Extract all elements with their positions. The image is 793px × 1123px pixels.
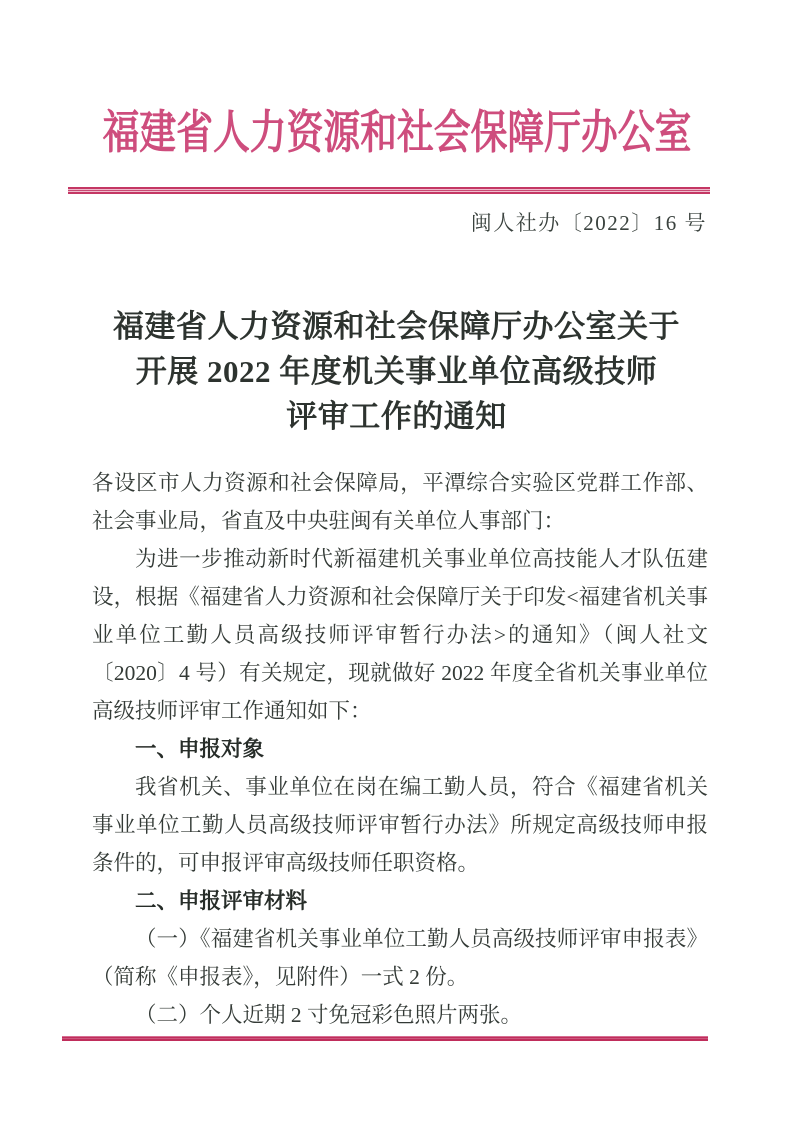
footer-rule [62, 1036, 708, 1041]
letterhead [0, 106, 793, 160]
section-heading-1: 一、申报对象 [135, 737, 265, 761]
salutation: 各设区市人力资源和社会保障局，平潭综合实验区党群工作部、社会事业局，省直及中央驻闽有关单位人事部门： [92, 471, 708, 533]
document-body [92, 464, 708, 1034]
document-title-line-3: 评审工作的通知 [286, 399, 507, 434]
section-heading-2: 二、申报评审材料 [135, 889, 308, 913]
document-title [0, 304, 793, 439]
paragraph-intro: 为进一步推动新时代新福建机关事业单位高技能人才队伍建设，根据《福建省人力资源和社会保障厅关于印发<福建省机关事业单位工勤人员高级技师评审暂行办法>的通知》（闽人社文〔2020〕4 号）有关规定，现就做好 2022 年度全省机关事业单位高级技师评审工作通知如下： [92, 547, 708, 723]
letterhead-double-rule [68, 187, 710, 194]
letterhead-org-title: 福建省人力资源和社会保障厅办公室 [102, 107, 691, 158]
document-number: 闽人社办〔2022〕16 号 [470, 211, 707, 235]
paragraph-section-2-item-1: （一）《福建省机关事业单位工勤人员高级技师评审申报表》（简称《申报表》，见附件）一式 2 份。 [92, 927, 708, 989]
paragraph-section-2-item-2: （二）个人近期 2 寸免冠彩色照片两张。 [135, 1003, 523, 1027]
document-title-line-2: 开展 2022 年度机关事业单位高级技师 [135, 354, 658, 389]
paragraph-section-1: 我省机关、事业单位在岗在编工勤人员，符合《福建省机关事业单位工勤人员高级技师评审暂行办法》所规定高级技师申报条件的，可申报评审高级技师任职资格。 [92, 775, 708, 875]
document-title-line-1: 福建省人力资源和社会保障厅办公室关于 [113, 309, 680, 344]
